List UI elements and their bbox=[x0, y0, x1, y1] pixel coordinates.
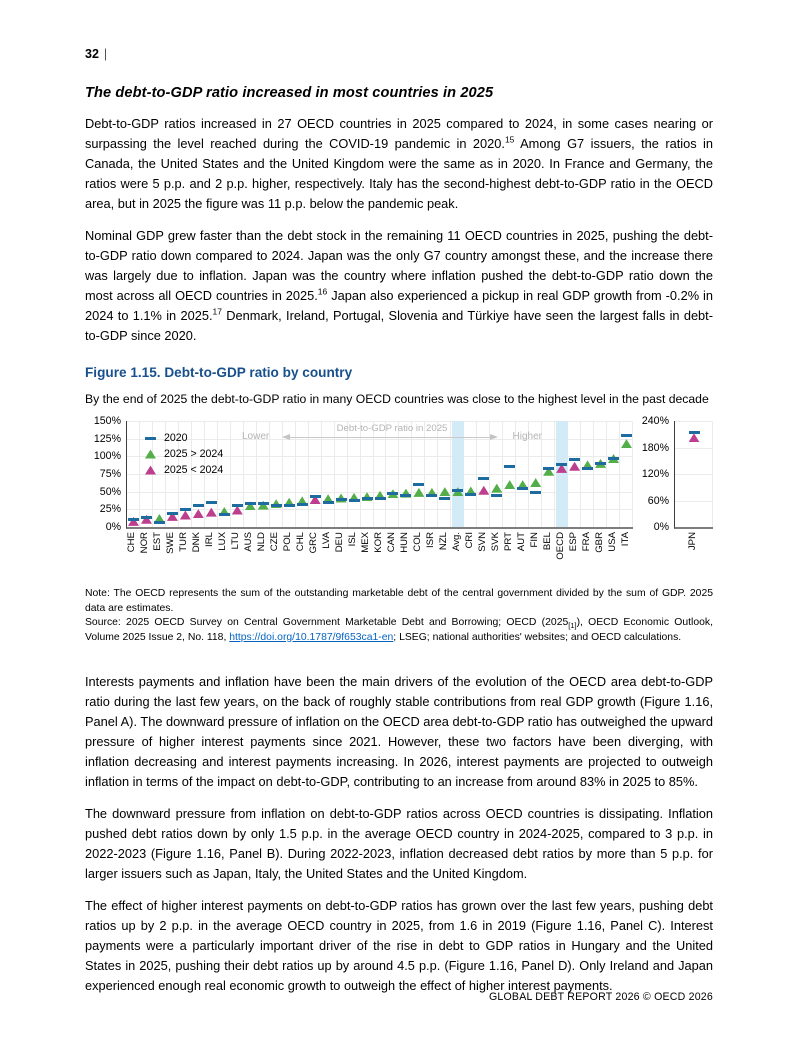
annotation-title: Debt-to-GDP ratio in 2025 bbox=[336, 423, 448, 434]
marker-2025-svn bbox=[478, 486, 489, 495]
marker-2020-kor bbox=[375, 497, 386, 500]
x-axis-label-aus: AUS bbox=[243, 532, 255, 552]
x-axis-label-svk: SVK bbox=[489, 532, 501, 552]
section-heading: The debt-to-GDP ratio increased in most countries in 2025 bbox=[85, 85, 494, 101]
vertical-gridline bbox=[139, 421, 140, 527]
vertical-gridline bbox=[580, 421, 581, 527]
marker-2020-lva bbox=[323, 501, 334, 504]
page-number-separator: | bbox=[103, 47, 108, 61]
marker-2025-fin bbox=[530, 478, 541, 487]
x-axis-label-nzl: NZL bbox=[437, 532, 449, 551]
marker-2020-hun bbox=[400, 494, 411, 497]
y-axis-tick-label: 25% bbox=[99, 503, 121, 516]
page-header bbox=[85, 47, 713, 61]
axis-annotation bbox=[242, 423, 542, 445]
x-axis-label-isr: ISR bbox=[424, 532, 436, 548]
x-axis-label-nor: NOR bbox=[139, 532, 151, 554]
x-axis-label-deu: DEU bbox=[334, 532, 346, 553]
x-axis-label-nld: NLD bbox=[256, 532, 268, 552]
x-axis-label-mex: MEX bbox=[360, 532, 372, 553]
paragraph-5: The effect of higher interest payments on debt-to-GDP ratios has grown over the last few years, pushing debt ratios up by 2 p.p. in the average OECD country in 2025, from 1.6 in 2019 (Figure 1.16, Panel C). Interest payments were a particularly important driver of the rise in debt to GDP ratios in Hungary and the United States in 2025, pushing their debt ratios up by around 4.5 p.p. (Figure 1.16, Panel D). Only Ireland and Japan experienced enough real economic growth to outweigh the effect of higher interest payments. bbox=[85, 898, 713, 993]
x-axis-label-esp: ESP bbox=[567, 532, 579, 552]
marker-2020-chl bbox=[297, 503, 308, 506]
chart-legend bbox=[145, 430, 223, 478]
marker-2020-jpn bbox=[689, 431, 700, 434]
paragraph-4: The downward pressure from inflation on debt-to-GDP ratios across OECD countries is dissipating. Inflation pushed debt ratios down by only 1.5 p.p. in the average OECD country in 2024-2025, compared to 3 p.p. in 2022-2023 (Figure 1.16, Panel B). During 2022-2023, inflation decreased debt ratios by more than 5 p.p. for larger issuers such as Japan, Italy, the United States and the United Kingdom. bbox=[85, 806, 713, 881]
legend-item bbox=[145, 462, 223, 478]
legend-label: 2020 bbox=[164, 432, 188, 444]
x-axis-label-jpn: JPN bbox=[687, 532, 698, 551]
footnote-ref: 16 bbox=[317, 286, 328, 297]
x-axis-label-gbr: GBR bbox=[593, 532, 605, 553]
marker-2020-usa bbox=[608, 457, 619, 460]
x-axis-label-fra: FRA bbox=[580, 532, 592, 552]
x-axis-label-grc: GRC bbox=[308, 532, 320, 554]
marker-2020-nzl bbox=[439, 497, 450, 500]
x-axis-label-avg: Avg. bbox=[450, 532, 462, 552]
marker-2025-ita bbox=[621, 439, 632, 448]
x-axis-label-irl: IRL bbox=[204, 532, 216, 547]
marker-2020-dnk bbox=[193, 504, 204, 507]
paragraph-3: Interests payments and inflation have been the main drivers of the evolution of the OECD area debt-to-GDP ratio during the last few years, on the back of roughly stable contributions from real GDP growth (Figure 1.16, Panel A). The downward pressure of inflation on the OECD area debt-to-GDP ratio has outweighed the upward pressure of higher interest payments since 2021. However, these two factors have been diverging, with inflation decreasing and interest payments increasing. In 2026, interest payments are projected to outweigh inflation in terms of the impact on debt-to-GDP, contributing to an increase from around 83% in 2025 to 85%. bbox=[85, 674, 713, 789]
japan-y-axis bbox=[641, 415, 674, 533]
legend-triangle-swatch bbox=[145, 466, 156, 475]
marker-2020-che bbox=[128, 518, 139, 521]
legend-label: 2025 < 2024 bbox=[164, 464, 224, 476]
x-axis-label-usa: USA bbox=[606, 532, 618, 552]
page-number: 32 bbox=[85, 47, 99, 61]
marker-2020-oecd bbox=[556, 463, 567, 466]
marker-2025-esp bbox=[569, 462, 580, 471]
debt-to-gdp-chart bbox=[85, 415, 713, 577]
x-axis-label-ltu: LTU bbox=[230, 532, 242, 550]
x-axis-label-chl: CHL bbox=[295, 532, 307, 552]
highlight-band-oecd bbox=[556, 421, 568, 527]
figure-subtitle: By the end of 2025 the debt-to-GDP ratio in many OECD countries was close to the highest level in the past decade bbox=[85, 392, 709, 406]
marker-2020-col bbox=[413, 483, 424, 486]
japan-panel bbox=[674, 421, 713, 577]
marker-2020-cri bbox=[465, 493, 476, 496]
x-axis-label-cze: CZE bbox=[269, 532, 281, 552]
marker-2020-ltu bbox=[232, 504, 243, 507]
annotation-arrow-line bbox=[290, 437, 490, 438]
x-axis-label-dnk: DNK bbox=[191, 532, 203, 553]
marker-2020-cze bbox=[271, 504, 282, 507]
footnote-ref: 15 bbox=[504, 134, 515, 145]
vertical-gridline bbox=[230, 421, 231, 527]
x-axis-label-oecd: OECD bbox=[554, 532, 566, 560]
y-axis-tick-label: 100% bbox=[93, 450, 121, 463]
reference-sub: [1] bbox=[568, 621, 577, 631]
x-axis-label-col: COL bbox=[411, 532, 423, 552]
legend-label: 2025 > 2024 bbox=[164, 448, 224, 460]
vertical-gridline bbox=[593, 421, 594, 527]
marker-2020-lux bbox=[219, 513, 230, 516]
annotation-higher-label: Higher bbox=[512, 431, 542, 442]
marker-2020-svn bbox=[478, 477, 489, 480]
figure-note: Note: The OECD represents the sum of the outstanding marketable debt of the central government divided by the sum of GDP. 2025 data are estimates. bbox=[85, 588, 713, 614]
footnote-ref: 17 bbox=[212, 306, 222, 317]
x-axis-label-cri: CRI bbox=[463, 532, 475, 549]
y-axis-tick-label: 75% bbox=[99, 468, 121, 480]
horizontal-gridline bbox=[675, 474, 713, 475]
x-axis-label-lva: LVA bbox=[321, 532, 333, 549]
doi-link[interactable]: https://doi.org/10.1787/9f653ca1-en bbox=[229, 631, 394, 643]
x-axis-label-aut: AUT bbox=[515, 532, 527, 552]
arrow-left-icon bbox=[282, 434, 290, 440]
marker-2020-aut bbox=[517, 487, 528, 490]
y-axis-tick-label: 50% bbox=[99, 485, 121, 498]
x-axis-label-isl: ISL bbox=[347, 532, 359, 547]
x-axis-label-fin: FIN bbox=[528, 532, 540, 548]
marker-2020-est bbox=[154, 521, 165, 524]
legend-dash-swatch bbox=[145, 437, 156, 440]
legend-triangle-swatch bbox=[145, 450, 156, 459]
marker-2020-isl bbox=[349, 499, 360, 502]
x-axis-label-tur: TUR bbox=[178, 532, 190, 552]
marker-2025-tur bbox=[180, 511, 191, 520]
marker-2020-mex bbox=[362, 497, 373, 500]
marker-2020-nor bbox=[141, 516, 152, 519]
y-axis-tick-label: 0% bbox=[105, 521, 121, 533]
marker-2025-dnk bbox=[193, 509, 204, 518]
marker-2020-grc bbox=[310, 495, 321, 498]
annotation-lower-label: Lower bbox=[242, 431, 270, 442]
marker-2025-svk bbox=[491, 484, 502, 493]
x-axis-label-est: EST bbox=[152, 532, 164, 551]
marker-2020-isr bbox=[426, 494, 437, 497]
marker-2020-ita bbox=[621, 434, 632, 437]
marker-2020-bel bbox=[543, 467, 554, 470]
legend-green-triangle-icon bbox=[145, 450, 156, 459]
y-axis-tick-label: 180% bbox=[641, 441, 669, 454]
legend-item bbox=[145, 430, 223, 446]
marker-2020-nld bbox=[258, 502, 269, 505]
marker-2020-avg bbox=[452, 489, 463, 492]
legend-dash-icon bbox=[145, 434, 156, 443]
marker-2020-aus bbox=[245, 502, 256, 505]
legend-pink-triangle-icon bbox=[145, 466, 156, 475]
marker-2020-esp bbox=[569, 458, 580, 461]
legend-item bbox=[145, 446, 223, 462]
marker-2020-irl bbox=[206, 501, 217, 504]
y-axis-tick-label: 125% bbox=[93, 432, 121, 445]
x-axis-label-ita: ITA bbox=[619, 532, 631, 547]
horizontal-gridline bbox=[675, 501, 713, 502]
arrow-right-icon bbox=[490, 434, 498, 440]
figure-title: Figure 1.15. Debt-to-GDP ratio by country bbox=[85, 365, 353, 380]
marker-2025-jpn bbox=[689, 433, 700, 442]
y-axis-tick-label: 150% bbox=[93, 415, 121, 427]
page-content bbox=[85, 47, 713, 1008]
marker-2025-prt bbox=[504, 480, 515, 489]
marker-2020-pol bbox=[284, 504, 295, 507]
main-panel-plot-area bbox=[126, 421, 633, 529]
page-footer: GLOBAL DEBT REPORT 2026 © OECD 2026 bbox=[488, 991, 713, 1003]
marker-2020-svk bbox=[491, 494, 502, 497]
y-axis-tick-label: 120% bbox=[641, 468, 669, 480]
japan-panel-plot-area bbox=[674, 421, 713, 529]
marker-2020-fin bbox=[530, 491, 541, 494]
paragraph-2: Nominal GDP grew faster than the debt stock in the remaining 11 OECD countries in 2025, pushing the debt-to-GDP ratio down compared to 2024. Japan was the only G7 country amongst these, and the increase there was largely due to inflation. Japan was the country where inflation pushed the debt-to-GDP ratio down the most across all OECD countries in 2025.16 Japan also experienced a pickup in real GDP growth from -0.2% in 2024 to 1.1% in 2025.17 Denmark, Ireland, Portugal, Slovenia and Türkiye have seen the largest falls in debt-to-GDP since 2020. bbox=[85, 228, 713, 343]
japan-panel-x-axis-labels bbox=[674, 529, 712, 577]
marker-2020-can bbox=[387, 492, 398, 495]
x-axis-label-che: CHE bbox=[126, 532, 138, 553]
vertical-gridline bbox=[619, 421, 620, 527]
figure-source: Source: 2025 OECD Survey on Central Government Marketable Debt and Borrowing; OECD $(2025_{[1]})$, OECD Economic Outlook, Volume 2025 Issue 2, No. 118, https://doi.org/10.1787/9f653ca1-en; LSEG; national authorities' websites; and OECD calculations. bbox=[85, 617, 713, 643]
marker-2020-swe bbox=[167, 512, 178, 515]
main-y-axis bbox=[85, 415, 126, 533]
vertical-gridline bbox=[606, 421, 607, 527]
vertical-gridline bbox=[632, 421, 633, 527]
x-axis-label-bel: BEL bbox=[541, 532, 553, 551]
marker-2020-prt bbox=[504, 465, 515, 468]
x-axis-label-lux: LUX bbox=[217, 532, 229, 551]
paragraph-1: Debt-to-GDP ratios increased in 27 OECD countries in 2025 compared to 2024, in some cases nearing or surpassing the level reached during the COVID-19 pandemic in 2020.15 Among G7 issuers, the ratios in Canada, the United States and the United Kingdom were the same as in 2020. In France and Germany, the ratios were 5 p.p. and 2 p.p. higher, respectively. Italy has the second-highest debt-to-GDP ratio in the OECD area, but in 2025 the figure was 11 p.p. below the pandemic peak. bbox=[85, 116, 714, 211]
x-axis-label-kor: KOR bbox=[373, 532, 384, 553]
horizontal-gridline bbox=[675, 448, 713, 449]
horizontal-gridline bbox=[675, 421, 713, 422]
y-axis-tick-label: 60% bbox=[647, 494, 669, 507]
y-axis-tick-label: 240% bbox=[641, 415, 669, 427]
main-panel bbox=[126, 421, 633, 577]
marker-2020-deu bbox=[336, 498, 347, 501]
marker-2020-gbr bbox=[595, 462, 606, 465]
x-axis-label-prt: PRT bbox=[502, 532, 514, 552]
marker-2020-fra bbox=[582, 467, 593, 470]
marker-2020-tur bbox=[180, 508, 191, 511]
x-axis-label-hun: HUN bbox=[398, 532, 410, 553]
x-axis-label-svn: SVN bbox=[476, 532, 488, 552]
y-axis-tick-label: 0% bbox=[653, 521, 669, 533]
x-axis-label-can: CAN bbox=[385, 532, 397, 553]
x-axis-label-pol: POL bbox=[282, 532, 294, 552]
vertical-gridline bbox=[712, 421, 713, 527]
main-panel-x-axis-labels bbox=[126, 529, 632, 577]
x-axis-label-swe: SWE bbox=[165, 532, 177, 554]
